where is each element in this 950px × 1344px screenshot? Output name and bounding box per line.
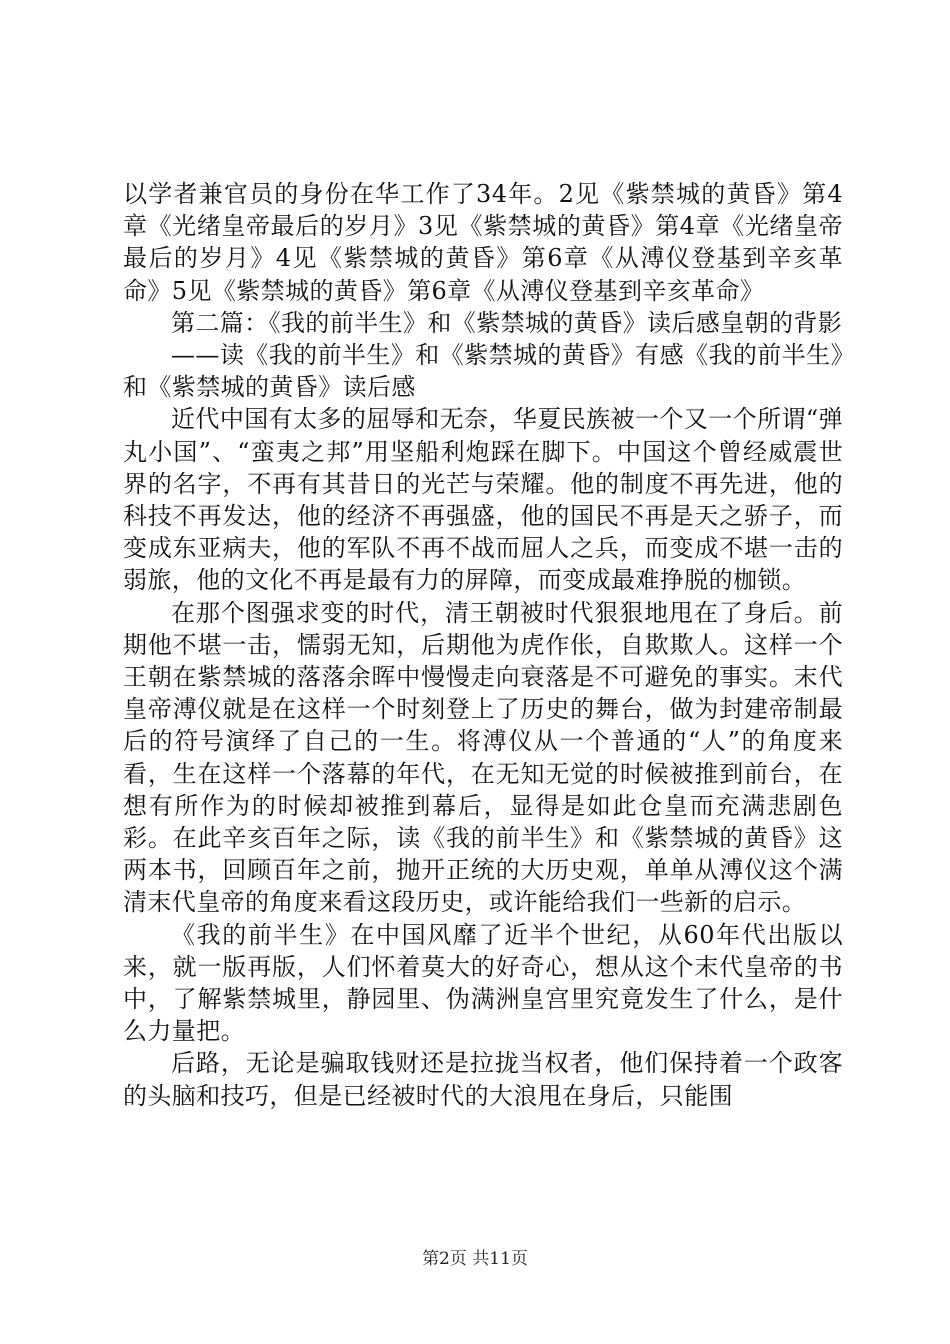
document-body — [123, 178, 843, 1112]
paragraph-4: 近代中国有太多的屈辱和无奈，华夏民族被一个又一个所谓“弹丸小国”、“蛮夷之邦”用坚船利炮踩在脚下。中国这个曾经威震世界的名字，不再有其昔日的光芒与荣耀。他的制度不再先进，他的科技不再发达，他的经济不再强盛，他的国民不再是天之骄子，而变成东亚病夫，他的军队不再不战而屈人之兵，而变成不堪一击的弱旅，他的文化不再是最有力的屏障，而变成最难挣脱的枷锁。 — [123, 405, 843, 595]
paragraph-5: 在那个图强求变的时代，清王朝被时代狠狠地甩在了身后。前期他不堪一击，懦弱无知，后期他为虎作伥，自欺欺人。这样一个王朝在紫禁城的落落余晖中慢慢走向衰落是不可避免的事实。末代皇帝溥仪就是在这样一个时刻登上了历史的舞台，做为封建帝制最后的符号演绎了自己的一生。将溥仪从一个普通的“人”的角度来看，生在这样一个落幕的年代，在无知无觉的时候被推到前台，在想有所作为的时候却被推到幕后，显得是如此仓皇而充满悲剧色彩。在此辛亥百年之际，读《我的前半生》和《紫禁城的黄昏》这两本书，回顾百年之前，抛开正统的大历史观，单单从溥仪这个满清末代皇帝的角度来看这段历史，或许能给我们一些新的启示。 — [123, 598, 843, 917]
paragraph-2-heading: 第二篇：《我的前半生》和《紫禁城的黄昏》读后感皇朝的背影 — [171, 308, 843, 337]
paragraph-6: 《我的前半生》在中国风靡了近半个世纪，从60年代出版以来，就一版再版，人们怀着莫大的好奇心，想从这个末代皇帝的书中，了解紫禁城里，静园里、伪满洲皇宫里究竟发生了什么，是什么力量把。 — [123, 920, 843, 1046]
paragraph-7: 后路，无论是骗取钱财还是拉拢当权者，他们保持着一个政客的头脑和技巧，但是已经被时代的大浪甩在身后，只能围 — [123, 1049, 843, 1110]
paragraph-1: 以学者兼官员的身份在华工作了34年。2见《紫禁城的黄昏》第4章《光绪皇帝最后的岁月》3见《紫禁城的黄昏》第4章《光绪皇帝最后的岁月》4见《紫禁城的黄昏》第6章《从溥仪登基到辛亥革命》5见《紫禁城的黄昏》第6章《从溥仪登基到辛亥革命》 — [123, 180, 843, 305]
page-footer: 第2页 共11页 — [422, 1249, 528, 1269]
paragraph-3-subheading: ——读《我的前半生》和《紫禁城的黄昏》有感《我的前半生》和《紫禁城的黄昏》读后感 — [123, 341, 843, 402]
